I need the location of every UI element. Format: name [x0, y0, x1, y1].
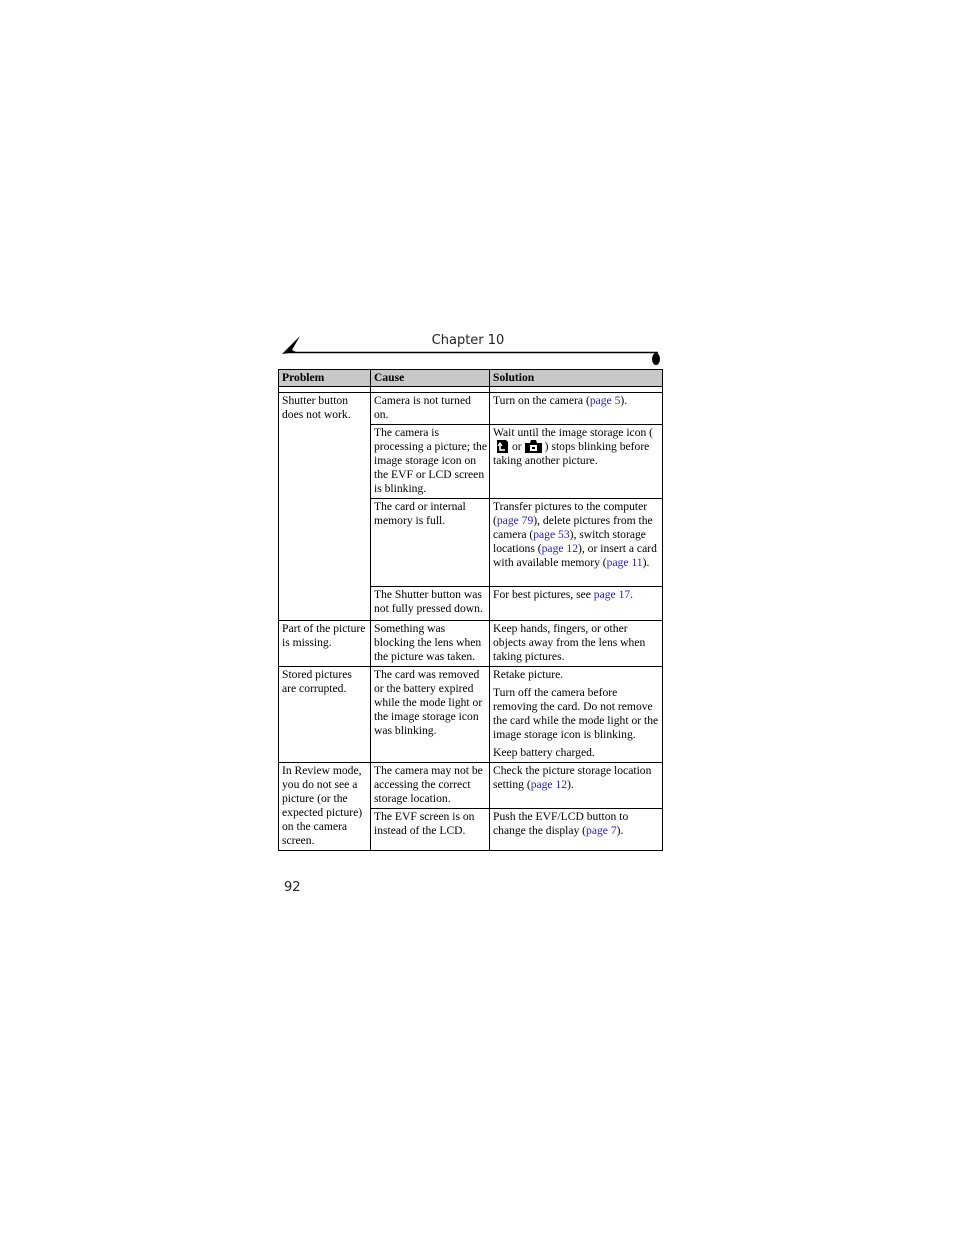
solution-cell: Transfer pictures to the computer (page 79), delete pictures from the camera (page 53), switch storage locations (page 12), or insert a card with available memory (page 11).: [490, 499, 663, 587]
solution-cell: Wait until the image storage icon (or ) stops blinking before taking another picture.: [490, 425, 663, 499]
table-row: [279, 393, 663, 425]
page-link[interactable]: page 12: [541, 542, 579, 555]
column-header-problem: Problem: [279, 370, 371, 387]
solution-cell: Push the EVF/LCD button to change the display (page 7).: [490, 809, 663, 851]
page-header: [280, 330, 662, 370]
page-link[interactable]: page 11: [606, 556, 643, 569]
page-link[interactable]: page 53: [533, 528, 570, 541]
solution-cell: For best pictures, see page 17.: [490, 587, 663, 621]
cause-cell: The card or internal memory is full.: [371, 499, 490, 587]
cause-cell: Something was blocking the lens when the picture was taken.: [371, 621, 490, 667]
problem-cell: Part of the picture is missing.: [279, 621, 371, 667]
page-link[interactable]: page 7: [586, 824, 617, 837]
problem-cell: Stored pictures are corrupted.: [279, 667, 371, 763]
column-header-solution: Solution: [490, 370, 663, 387]
page-link[interactable]: page 17: [593, 588, 631, 601]
internal-memory-icon: [525, 440, 542, 453]
page-link[interactable]: page 79: [496, 514, 534, 527]
page-number: 92: [284, 880, 301, 895]
table-row: [279, 621, 663, 667]
table-header-row: [279, 370, 663, 387]
cause-cell: Camera is not turned on.: [371, 393, 490, 425]
troubleshooting-table: [278, 369, 663, 851]
card-storage-icon: [496, 440, 509, 453]
cause-cell: The camera is processing a picture; the image storage icon on the EVF or LCD screen is blinking.: [371, 425, 490, 499]
page-link[interactable]: page 5: [589, 394, 621, 407]
problem-cell: In Review mode, you do not see a picture (or the expected picture) on the camera screen.: [279, 763, 371, 851]
cause-cell: The camera may not be accessing the correct storage location.: [371, 763, 490, 809]
cause-cell: The Shutter button was not fully pressed down.: [371, 587, 490, 621]
solution-cell: Turn on the camera (page 5).: [490, 393, 663, 425]
page-link[interactable]: page 12: [530, 778, 568, 791]
cause-cell: The card was removed or the battery expired while the mode light or the image storage icon was blinking.: [371, 667, 490, 763]
solution-cell: Retake picture. Turn off the camera before removing the card. Do not remove the card while the mode light or the image storage icon is blinking. Keep battery charged.: [490, 667, 663, 763]
column-header-cause: Cause: [371, 370, 490, 387]
table-row: [279, 763, 663, 809]
chapter-title: Chapter 10: [431, 333, 505, 348]
problem-cell: Shutter button does not work.: [279, 393, 371, 621]
solution-cell: Check the picture storage location setting (page 12).: [490, 763, 663, 809]
table-row: [279, 667, 663, 763]
solution-cell: Keep hands, fingers, or other objects away from the lens when taking pictures.: [490, 621, 663, 667]
cause-cell: The EVF screen is on instead of the LCD.: [371, 809, 490, 851]
